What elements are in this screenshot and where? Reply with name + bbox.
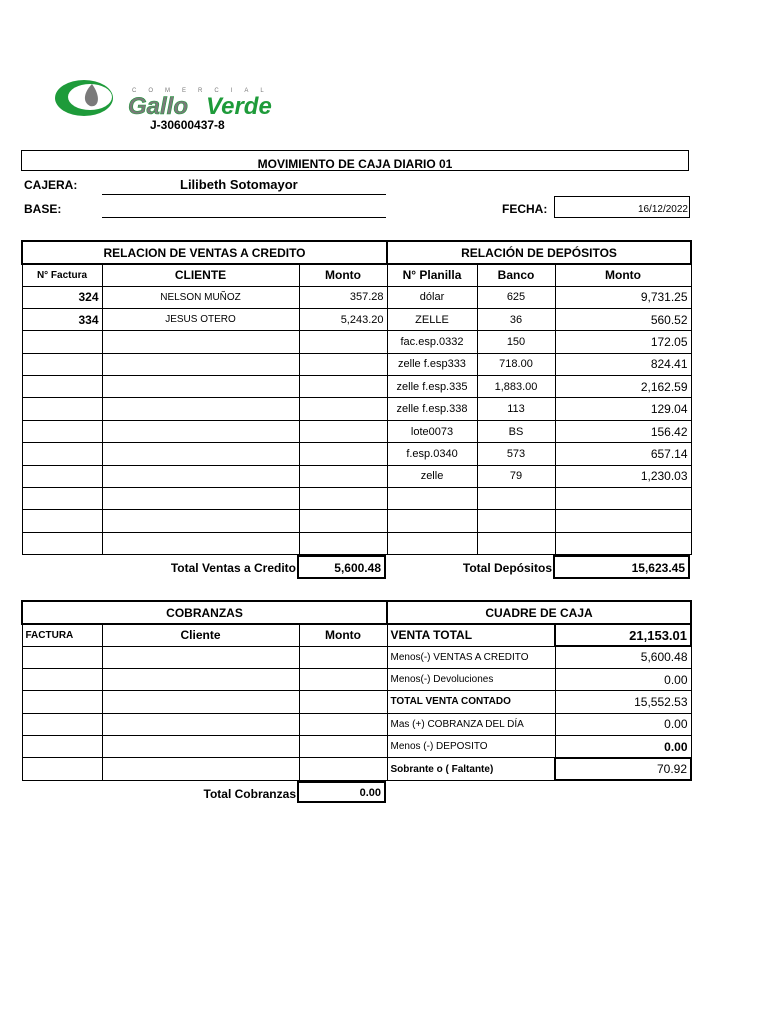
deposit-row (387, 443, 691, 465)
deposit-banco-cell[interactable]: BS (477, 420, 555, 442)
deposit-monto-cell[interactable] (555, 488, 691, 510)
credit-monto-cell[interactable]: 357.28 (299, 286, 387, 308)
credit-factura-cell[interactable] (22, 420, 102, 442)
venta-total-label: VENTA TOTAL (387, 624, 555, 646)
collection-monto-cell[interactable] (299, 713, 387, 735)
deposits-total-label: Total Depósitos (462, 561, 552, 575)
credit-total-value: 5,600.48 (297, 555, 386, 579)
credit-monto-cell[interactable] (299, 443, 387, 465)
collection-row (22, 736, 387, 758)
logo-name-part1: Gallo (128, 93, 189, 120)
credit-factura-cell[interactable] (22, 465, 102, 487)
collection-monto-cell[interactable] (299, 646, 387, 668)
deposit-planilla-cell[interactable] (387, 510, 477, 532)
credit-factura-cell[interactable] (22, 488, 102, 510)
deposit-planilla-cell[interactable]: dólar (387, 286, 477, 308)
credit-cliente-cell[interactable] (102, 353, 299, 375)
balance-value-cell[interactable]: 0.00 (555, 713, 691, 735)
credit-row (22, 510, 387, 532)
deposit-row (387, 398, 691, 420)
credit-cliente-cell[interactable]: JESUS OTERO (102, 308, 299, 330)
credit-row (22, 443, 387, 465)
collections-title: COBRANZAS (22, 601, 387, 624)
collections-total-label: Total Cobranzas (203, 787, 296, 801)
deposit-row (387, 353, 691, 375)
deposit-monto-cell[interactable]: 9,731.25 (555, 286, 691, 308)
deposit-monto-cell[interactable] (555, 510, 691, 532)
credit-row (22, 488, 387, 510)
credit-cliente-cell[interactable] (102, 532, 299, 554)
col-monto-header: Monto (299, 264, 387, 286)
page-title: MOVIMIENTO DE CAJA DIARIO 01 (257, 157, 453, 171)
deposit-row (387, 488, 691, 510)
fecha-value: 16/12/2022 (637, 204, 688, 215)
collection-row (22, 646, 387, 668)
deposits-total-value: 15,623.45 (553, 555, 690, 579)
col-factura-header: N° Factura (22, 264, 102, 286)
cash-balance-title: CUADRE DE CAJA (387, 601, 691, 624)
deposit-banco-cell[interactable]: 1,883.00 (477, 376, 555, 398)
balance-value-cell[interactable]: 70.92 (555, 758, 691, 780)
deposit-planilla-cell[interactable]: fac.esp.0332 (387, 331, 477, 353)
deposit-row (387, 308, 691, 330)
deposit-monto-cell[interactable]: 657.14 (555, 443, 691, 465)
credit-cliente-cell[interactable] (102, 488, 299, 510)
credit-row (22, 331, 387, 353)
collection-factura-cell[interactable] (22, 713, 102, 735)
credit-cliente-cell[interactable] (102, 331, 299, 353)
deposit-banco-cell[interactable]: 718.00 (477, 353, 555, 375)
deposit-planilla-cell[interactable]: lote0073 (387, 420, 477, 442)
base-label: BASE: (24, 202, 62, 216)
credit-row (22, 286, 387, 308)
collection-factura-cell[interactable] (22, 691, 102, 713)
credit-monto-cell[interactable] (299, 510, 387, 532)
credit-factura-cell[interactable] (22, 532, 102, 554)
credit-monto-cell[interactable] (299, 420, 387, 442)
balance-label-cell: Menos(-) VENTAS A CREDITO (387, 646, 555, 668)
deposit-planilla-cell[interactable]: zelle f.esp.338 (387, 398, 477, 420)
col-col-factura-header: FACTURA (22, 624, 102, 646)
deposit-banco-cell[interactable] (477, 510, 555, 532)
deposit-monto-cell[interactable]: 172.05 (555, 331, 691, 353)
credit-factura-cell[interactable]: 324 (22, 286, 102, 308)
col-col-monto-header: Monto (299, 624, 387, 646)
deposit-planilla-cell[interactable] (387, 532, 477, 554)
deposit-banco-cell[interactable]: 625 (477, 286, 555, 308)
cajera-label: CAJERA: (24, 178, 78, 192)
credit-monto-cell[interactable] (299, 331, 387, 353)
balance-row (387, 758, 691, 780)
deposit-banco-cell[interactable]: 573 (477, 443, 555, 465)
balance-row (387, 736, 691, 758)
col-cliente-header: CLIENTE (102, 264, 299, 286)
credit-cliente-cell[interactable]: NELSON MUÑOZ (102, 286, 299, 308)
col-col-cliente-header: Cliente (102, 624, 299, 646)
credit-cliente-cell[interactable] (102, 443, 299, 465)
collection-row (22, 758, 387, 780)
balance-row (387, 668, 691, 690)
balance-label-cell: Menos (-) DEPOSITO (387, 736, 555, 758)
collection-monto-cell[interactable] (299, 736, 387, 758)
collection-cliente-cell[interactable] (102, 736, 299, 758)
collections-table (21, 600, 388, 781)
credit-monto-cell[interactable] (299, 465, 387, 487)
deposit-monto-cell[interactable]: 1,230.03 (555, 465, 691, 487)
collection-monto-cell[interactable] (299, 668, 387, 690)
logo-small-text: COMERCIAL (132, 88, 276, 94)
balance-value-cell[interactable]: 0.00 (555, 736, 691, 758)
deposit-monto-cell[interactable]: 560.52 (555, 308, 691, 330)
venta-total-value: 21,153.01 (555, 624, 691, 646)
deposit-planilla-cell[interactable]: zelle (387, 465, 477, 487)
balance-label-cell: Menos(-) Devoluciones (387, 668, 555, 690)
credit-row (22, 308, 387, 330)
credit-monto-cell[interactable] (299, 532, 387, 554)
collections-total-value: 0.00 (297, 781, 386, 803)
balance-value-cell[interactable]: 15,552.53 (555, 691, 691, 713)
deposit-row (387, 331, 691, 353)
credit-cliente-cell[interactable] (102, 376, 299, 398)
credit-factura-cell[interactable] (22, 398, 102, 420)
deposit-row (387, 286, 691, 308)
deposit-planilla-cell[interactable]: f.esp.0340 (387, 443, 477, 465)
deposit-row (387, 465, 691, 487)
deposit-banco-cell[interactable] (477, 532, 555, 554)
collection-factura-cell[interactable] (22, 646, 102, 668)
credit-factura-cell[interactable] (22, 443, 102, 465)
balance-row (387, 691, 691, 713)
credit-sales-title: RELACION DE VENTAS A CREDITO (22, 241, 387, 264)
deposit-banco-cell[interactable]: 79 (477, 465, 555, 487)
cajera-value: Lilibeth Sotomayor (180, 177, 298, 192)
deposit-monto-cell[interactable] (555, 532, 691, 554)
collection-cliente-cell[interactable] (102, 713, 299, 735)
collection-row (22, 691, 387, 713)
deposit-planilla-cell[interactable]: zelle f.esp333 (387, 353, 477, 375)
deposit-banco-cell[interactable]: 113 (477, 398, 555, 420)
credit-cliente-cell[interactable] (102, 420, 299, 442)
base-field[interactable] (102, 200, 386, 218)
cajera-field[interactable] (102, 176, 386, 195)
credit-cliente-cell[interactable] (102, 510, 299, 532)
collection-cliente-cell[interactable] (102, 668, 299, 690)
credit-total-label: Total Ventas a Credito (170, 561, 296, 575)
balance-label-cell: TOTAL VENTA CONTADO (387, 691, 555, 713)
collection-factura-cell[interactable] (22, 758, 102, 780)
balance-value-cell[interactable]: 0.00 (555, 668, 691, 690)
credit-row (22, 465, 387, 487)
credit-sales-table (21, 240, 388, 555)
collection-cliente-cell[interactable] (102, 646, 299, 668)
collection-row (22, 668, 387, 690)
deposits-title: RELACIÓN DE DEPÓSITOS (387, 241, 691, 264)
deposit-row (387, 532, 691, 554)
col-banco-header: Banco (477, 264, 555, 286)
deposit-monto-cell[interactable]: 2,162.59 (555, 376, 691, 398)
deposit-row (387, 420, 691, 442)
collection-monto-cell[interactable] (299, 758, 387, 780)
collection-cliente-cell[interactable] (102, 691, 299, 713)
credit-monto-cell[interactable] (299, 398, 387, 420)
deposit-planilla-cell[interactable]: ZELLE (387, 308, 477, 330)
credit-factura-cell[interactable] (22, 331, 102, 353)
deposit-monto-cell[interactable]: 129.04 (555, 398, 691, 420)
credit-row (22, 420, 387, 442)
credit-factura-cell[interactable] (22, 353, 102, 375)
logo-name-part2: Verde (206, 93, 272, 120)
credit-monto-cell[interactable]: 5,243.20 (299, 308, 387, 330)
deposit-planilla-cell[interactable] (387, 488, 477, 510)
deposit-monto-cell[interactable]: 824.41 (555, 353, 691, 375)
deposit-row (387, 510, 691, 532)
credit-row (22, 353, 387, 375)
collection-row (22, 713, 387, 735)
deposit-monto-cell[interactable]: 156.42 (555, 420, 691, 442)
deposit-planilla-cell[interactable]: zelle f.esp.335 (387, 376, 477, 398)
credit-factura-cell[interactable] (22, 510, 102, 532)
credit-row (22, 398, 387, 420)
deposit-banco-cell[interactable] (477, 488, 555, 510)
company-rif: J-30600437-8 (150, 118, 225, 132)
credit-factura-cell[interactable] (22, 376, 102, 398)
deposit-banco-cell[interactable]: 150 (477, 331, 555, 353)
credit-row (22, 532, 387, 554)
balance-label-cell: Mas (+) COBRANZA DEL DÍA (387, 713, 555, 735)
credit-monto-cell[interactable] (299, 376, 387, 398)
collection-factura-cell[interactable] (22, 736, 102, 758)
balance-row (387, 646, 691, 668)
deposit-row (387, 376, 691, 398)
collection-monto-cell[interactable] (299, 691, 387, 713)
deposit-banco-cell[interactable]: 36 (477, 308, 555, 330)
credit-monto-cell[interactable] (299, 488, 387, 510)
balance-row (387, 713, 691, 735)
col-deposit-monto-header: Monto (555, 264, 691, 286)
balance-label-cell: Sobrante o ( Faltante) (387, 758, 555, 780)
collection-cliente-cell[interactable] (102, 758, 299, 780)
balance-value-cell[interactable]: 5,600.48 (555, 646, 691, 668)
credit-cliente-cell[interactable] (102, 398, 299, 420)
cash-balance-table (386, 600, 692, 781)
fecha-label: FECHA: (502, 202, 548, 216)
deposits-table (386, 240, 692, 555)
col-planilla-header: N° Planilla (387, 264, 477, 286)
credit-cliente-cell[interactable] (102, 465, 299, 487)
credit-row (22, 376, 387, 398)
credit-factura-cell[interactable]: 334 (22, 308, 102, 330)
collection-factura-cell[interactable] (22, 668, 102, 690)
company-logo (54, 76, 364, 120)
credit-monto-cell[interactable] (299, 353, 387, 375)
